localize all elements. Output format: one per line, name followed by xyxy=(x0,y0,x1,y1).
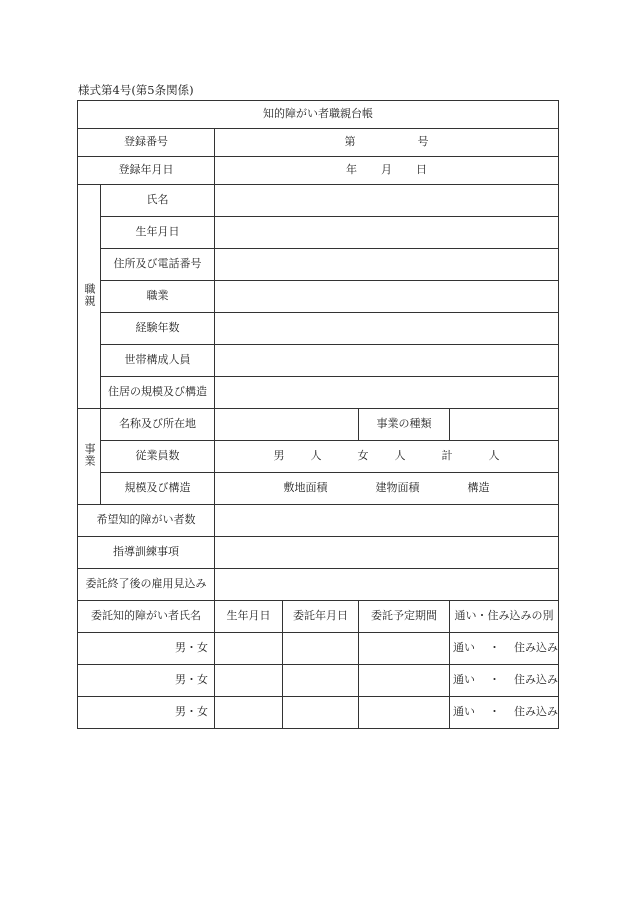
entrusted-header-row xyxy=(78,601,559,633)
entrusted-name-header: 委託知的障がい者氏名 xyxy=(78,601,215,633)
registration-number-field[interactable] xyxy=(215,129,559,157)
total-label: 計 xyxy=(441,449,453,463)
entrusted-commute-cell[interactable] xyxy=(450,665,559,697)
entrusted-commute-cell[interactable] xyxy=(450,633,559,665)
registration-number-row xyxy=(78,129,559,157)
shokuoya-field-label: 生年月日 xyxy=(101,217,215,249)
jigyo-scale-label: 規模及び構造 xyxy=(101,473,215,505)
shokuoya-field-label: 経験年数 xyxy=(101,313,215,345)
entrusted-name-sex-cell[interactable] xyxy=(78,633,215,665)
jigyo-group-label: 事業 xyxy=(78,409,101,505)
form-title: 知的障がい者職親台帳 xyxy=(78,101,559,129)
jigyo-employees-row xyxy=(78,441,559,473)
jigyo-name-label: 名称及び所在地 xyxy=(101,409,215,441)
entrusted-date-input[interactable] xyxy=(283,697,359,729)
title-row xyxy=(78,101,559,129)
total-unit: 人 xyxy=(488,449,500,463)
entrusted-date-input[interactable] xyxy=(283,665,359,697)
commute-separator: ・ xyxy=(489,705,500,719)
live-in-option[interactable]: 住み込み xyxy=(514,705,558,719)
registration-date-month: 月 xyxy=(381,163,392,177)
female-label: 女 xyxy=(357,449,369,463)
entrusted-name-sex-cell[interactable] xyxy=(78,665,215,697)
shokuoya-household-input[interactable] xyxy=(215,345,559,377)
structure-label: 構造 xyxy=(467,481,490,495)
entrusted-commute-header: 通い・住み込みの別 xyxy=(450,601,559,633)
jigyo-scale-field[interactable] xyxy=(215,473,559,505)
shokuoya-field-label: 職業 xyxy=(101,281,215,313)
desired-count-row xyxy=(78,505,559,537)
training-items-input[interactable] xyxy=(215,537,559,569)
registration-number-suffix: 号 xyxy=(417,135,429,149)
shokuoya-field-label: 氏名 xyxy=(101,185,215,217)
live-in-option[interactable]: 住み込み xyxy=(514,641,558,655)
shokuoya-row xyxy=(78,249,559,281)
shokuoya-field-label: 住居の規模及び構造 xyxy=(101,377,215,409)
live-in-option[interactable]: 住み込み xyxy=(514,673,558,687)
entrusted-period-header: 委託予定期間 xyxy=(359,601,450,633)
jigyo-type-label: 事業の種類 xyxy=(359,409,450,441)
shokuoya-residence-input[interactable] xyxy=(215,377,559,409)
registration-date-row xyxy=(78,157,559,185)
entrusted-period-input[interactable] xyxy=(359,633,450,665)
entrusted-birthdate-input[interactable] xyxy=(215,697,283,729)
entrusted-name-sex-cell[interactable] xyxy=(78,697,215,729)
commute-option[interactable]: 通い xyxy=(453,705,475,719)
training-items-row xyxy=(78,537,559,569)
shokuoya-row xyxy=(78,377,559,409)
entrusted-period-input[interactable] xyxy=(359,665,450,697)
jigyo-employees-label: 従業員数 xyxy=(101,441,215,473)
registration-number-label: 登録番号 xyxy=(78,129,215,157)
entrusted-birthdate-header: 生年月日 xyxy=(215,601,283,633)
employment-outlook-input[interactable] xyxy=(215,569,559,601)
female-unit: 人 xyxy=(394,449,406,463)
employment-outlook-label: 委託終了後の雇用見込み xyxy=(78,569,215,601)
jigyo-name-input[interactable] xyxy=(215,409,359,441)
registration-date-day: 日 xyxy=(416,163,427,177)
commute-separator: ・ xyxy=(489,673,500,687)
entrusted-period-input[interactable] xyxy=(359,697,450,729)
shokuoya-row xyxy=(78,217,559,249)
shokuoya-name-input[interactable] xyxy=(215,185,559,217)
employment-outlook-row xyxy=(78,569,559,601)
jigyo-type-input[interactable] xyxy=(450,409,559,441)
entrusted-row xyxy=(78,665,559,697)
sex-option[interactable]: 男・女 xyxy=(175,641,208,655)
commute-option[interactable]: 通い xyxy=(453,673,475,687)
jigyo-name-row xyxy=(78,409,559,441)
shokuoya-group-label: 職親 xyxy=(78,185,101,409)
sex-option[interactable]: 男・女 xyxy=(175,705,208,719)
shokuoya-birthdate-input[interactable] xyxy=(215,217,559,249)
registration-date-label: 登録年月日 xyxy=(78,157,215,185)
shokuoya-experience-input[interactable] xyxy=(215,313,559,345)
entrusted-date-input[interactable] xyxy=(283,633,359,665)
building-area-label: 建物面積 xyxy=(375,481,420,495)
training-items-label: 指導訓練事項 xyxy=(78,537,215,569)
desired-count-label: 希望知的障がい者数 xyxy=(78,505,215,537)
form-number-header: 様式第4号(第5条関係) xyxy=(78,83,194,97)
registration-date-field[interactable] xyxy=(215,157,559,185)
commute-separator: ・ xyxy=(489,641,500,655)
shokuoya-row xyxy=(78,345,559,377)
entrusted-commute-cell[interactable] xyxy=(450,697,559,729)
entrusted-date-header: 委託年月日 xyxy=(283,601,359,633)
entrusted-birthdate-input[interactable] xyxy=(215,665,283,697)
shokuoya-row xyxy=(78,313,559,345)
registration-number-prefix: 第 xyxy=(344,135,356,149)
male-unit: 人 xyxy=(310,449,322,463)
desired-count-input[interactable] xyxy=(215,505,559,537)
entrusted-row xyxy=(78,633,559,665)
shokuoya-row xyxy=(78,281,559,313)
registry-form-table xyxy=(77,100,559,729)
shokuoya-row xyxy=(78,185,559,217)
jigyo-scale-row xyxy=(78,473,559,505)
entrusted-row xyxy=(78,697,559,729)
shokuoya-field-label: 世帯構成人員 xyxy=(101,345,215,377)
shokuoya-occupation-input[interactable] xyxy=(215,281,559,313)
shokuoya-address-phone-input[interactable] xyxy=(215,249,559,281)
commute-option[interactable]: 通い xyxy=(453,641,475,655)
shokuoya-field-label: 住所及び電話番号 xyxy=(101,249,215,281)
site-area-label: 敷地面積 xyxy=(283,481,328,495)
male-label: 男 xyxy=(273,449,285,463)
registration-date-year: 年 xyxy=(346,163,357,177)
sex-option[interactable]: 男・女 xyxy=(175,673,208,687)
entrusted-birthdate-input[interactable] xyxy=(215,633,283,665)
jigyo-employees-field[interactable] xyxy=(215,441,559,473)
